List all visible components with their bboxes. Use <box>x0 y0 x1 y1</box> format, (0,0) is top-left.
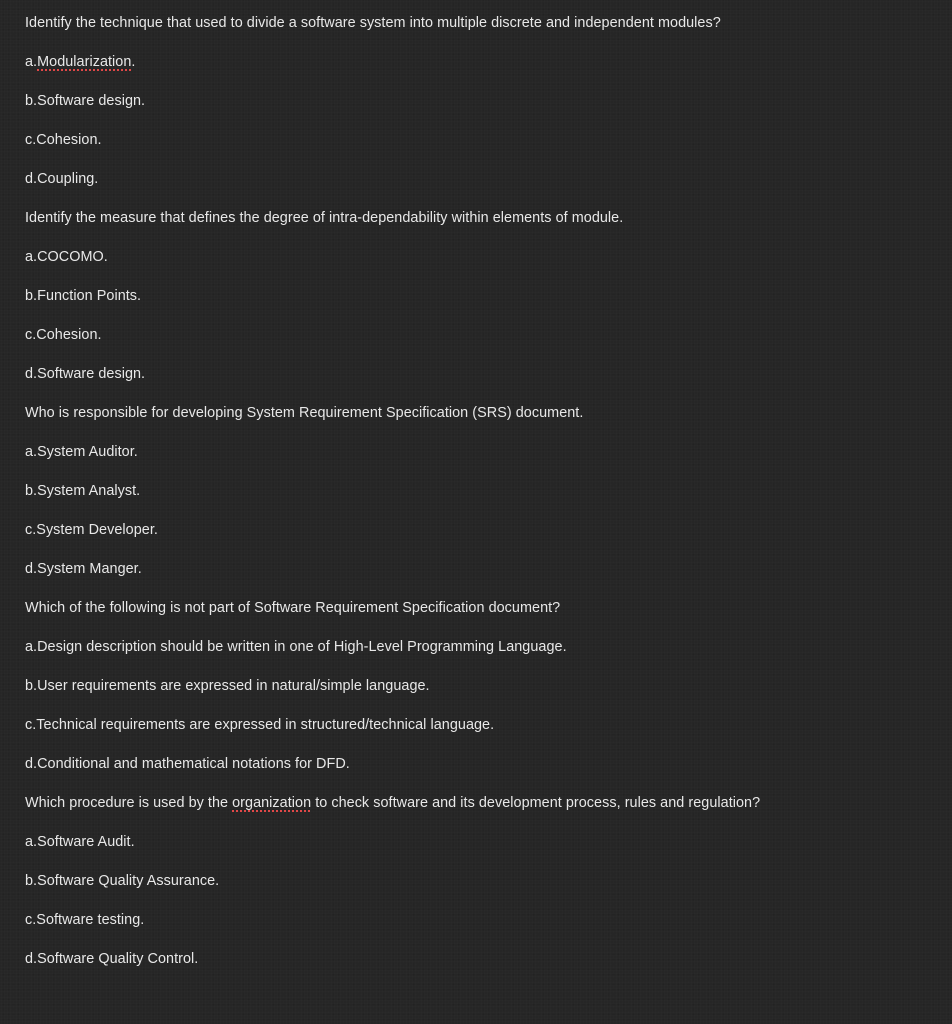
question-5-option-d: d.Software Quality Control. <box>25 951 199 967</box>
question-text-end: to check software and its development process, rules and regulation? <box>311 795 761 811</box>
option-suffix: . <box>131 54 136 70</box>
question-5-option-c: c.Software testing. <box>25 912 145 928</box>
question-4-option-c: c.Technical requirements are expressed in structured/technical language. <box>25 717 495 733</box>
question-1: Identify the technique that used to divide a software system into multiple discrete and independent modules? <box>25 15 721 31</box>
question-2: Identify the measure that defines the degree of intra-dependability within elements of module. <box>25 210 624 226</box>
question-3: Who is responsible for developing System Requirement Specification (SRS) document. <box>25 405 584 421</box>
question-4-option-a: a.Design description should be written in one of High-Level Programming Language. <box>25 639 567 655</box>
question-3-option-b: b.System Analyst. <box>25 483 141 499</box>
question-2-option-a: a.COCOMO. <box>25 249 108 265</box>
question-2-option-d: d.Software design. <box>25 366 146 382</box>
misspelled-word[interactable]: organization <box>232 795 312 811</box>
question-text-start: Which procedure is used by the <box>25 795 233 811</box>
question-5-option-a: a.Software Audit. <box>25 834 135 850</box>
document-body[interactable] <box>25 12 942 987</box>
question-2-option-b: b.Function Points. <box>25 288 142 304</box>
option-prefix: a. <box>25 54 38 70</box>
question-3-option-a: a.System Auditor. <box>25 444 138 460</box>
question-4-option-d: d.Conditional and mathematical notations for DFD. <box>25 756 350 772</box>
question-3-option-c: c.System Developer. <box>25 522 158 538</box>
question-3-option-d: d.System Manger. <box>25 561 142 577</box>
question-1-option-b: b.Software design. <box>25 93 146 109</box>
question-4-option-b: b.User requirements are expressed in natural/simple language. <box>25 678 430 694</box>
question-4: Which of the following is not part of Software Requirement Specification document? <box>25 600 561 616</box>
question-1-option-a <box>25 51 942 90</box>
question-2-option-c: c.Cohesion. <box>25 327 102 343</box>
question-1-option-c: c.Cohesion. <box>25 132 102 148</box>
question-1-option-d: d.Coupling. <box>25 171 99 187</box>
misspelled-word[interactable]: Modularization <box>37 54 132 70</box>
question-5 <box>25 792 942 831</box>
question-5-option-b: b.Software Quality Assurance. <box>25 873 220 889</box>
